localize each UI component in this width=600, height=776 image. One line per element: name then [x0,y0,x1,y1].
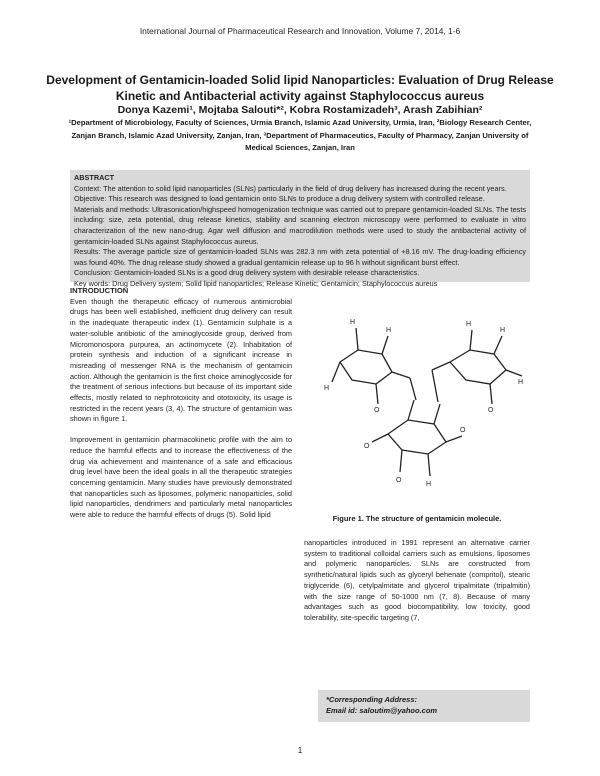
svg-text:H: H [350,319,356,326]
journal-header: International Journal of Pharmaceutical Research and Innovation, Volume 7, 2014, 1-6 [139,26,461,36]
atom-labels [324,319,523,488]
ring-left [332,328,410,404]
corresponding-label: *Corresponding Address: [326,695,417,704]
corresponding-address-box [318,690,530,722]
abstract-keywords: Key words: Drug Delivery system; Solid lipid nanoparticles; Release Kinetic; Gentamicin; Staphylococcus aureus [74,278,438,288]
paper-title: Development of Gentamicin-loaded Solid lipid Nanoparticles: Evaluation of Drug Release Kinetic and Antibacterial activity against Staphylococcus aureus [46,73,554,103]
svg-text:H: H [324,385,330,392]
intro-paragraph-3: nanoparticles introduced in 1991 represent an alternative carrier system to traditional colloidal carriers such as emulsions, liposomes and polymeric nanoparticles. SLNs are constructed from synthetic/natural lipids such as glyceryl behenate (compritol), stearic triglyceride (6), cetylpalmitate and glycerol tripalmitate (tripalmitin) with the size range of 50-1000 nm (7, 8). Because of many advantages such as good biocompatibility, low toxicity, good tolerability, site-specific targeting (7, [304,538,530,622]
gentamicin-structure-figure [310,292,530,502]
author-list: Donya Kazemi¹, Mojtaba Salouti*², Kobra Rostamizadeh³, Arash Zabihian² [117,104,483,116]
affiliations: ¹Department of Microbiology, Faculty of Sciences, Urmia Branch, Islamic Azad University, Urmia, Iran, ²Biology Research Center, Zanjan Branch, Islamic Azad University, Zanjan, Iran, ³Department of Pharmaceutics, Faculty of Pharmacy, Zanjan University of Medical Sciences, Zanjan, Iran [68,118,532,152]
svg-text:H: H [518,379,524,386]
svg-text:H: H [426,481,432,488]
right-column [304,538,530,624]
abstract-conclusion: Conclusion: Gentamicin-loaded SLNs is a good drug delivery system with desirable release characteristics. [74,268,420,278]
abstract-results: Results: The average particle size of gentamicin-loaded SLNs was 282.3 nm with zeta potential of +8.16 mV. The drug-loading efficiency was found 40%. The drug release study showed a gradual gentamicin release up to 96 h without significant burst effect. [74,247,526,267]
svg-text:O: O [364,443,370,450]
glycosidic-links [410,370,438,402]
abstract-objective: Objective: This research was designed to load gentamicin onto SLNs to produce a drug delivery system with controlled release. [74,194,485,204]
figure-caption: Figure 1. The structure of gentamicin molecule. [332,514,502,523]
left-column [70,286,292,521]
ring-bottom [372,400,462,476]
svg-text:O: O [488,407,494,414]
abstract-box [70,170,530,288]
svg-text:O: O [396,477,402,484]
abstract-methods: Materials and methods: Ultrasonication/highspeed homogenization technique was carried out to prepare gentamicin-loaded SLNs. The tests including: size, zeta potential, drug release kinetics, stability and scanning electron microscopy were performed to evaluate in vitro characterization of the new nano-drug. Agar well diffusion and macrodilution methods were used to study the antibacterial activity of gentamicin-loaded SLNs against Staphylococcus aureus. [74,204,526,246]
svg-text:H: H [466,321,472,328]
svg-text:H: H [500,327,506,334]
ring-right [432,330,522,404]
introduction-heading: INTRODUCTION [70,286,129,295]
page-number: 1 [297,746,303,755]
intro-paragraph-1: Even though the therapeutic efficacy of numerous antimicrobial drugs has been well established, inefficient drug delivery can result in the inadequate therapeutic index (1). Gentamicin sulphate is a water-soluble antibiotic of the aminoglycoside group, derived from Micromonospora purpurea, an actinomycete (2). Inhabitation of protein synthesis and induction of a significant increase in misreading of messenger RNA is the mechanism of gentamicin action. Although the gentamicin is the first choice aminoglycoside for the treatment of serious infections but because of its important side effects, mostly related to nephrotoxicity and ototoxicity, its usage is restricted in the recent years (3, 4). The structure of gentamicin was shown in figure 1. [70,296,292,424]
svg-text:O: O [374,407,380,414]
abstract-heading: ABSTRACT [74,173,115,182]
abstract-context: Context: The attention to solid lipid nanoparticles (SLNs) particularly in the field of drug delivery has increased during the recent years. [74,183,507,193]
svg-text:O: O [460,427,466,434]
intro-paragraph-2: Improvement in gentamicin pharmacokinetic profile with the aim to reduce the harmful effects and to increase the effectiveness of the drug via achievement and maintenance of a safe and efficacious drug level have been the ideal goals in all the therapeutic strategies concerning gentamicin. Many studies have previously demonstrated that nanoparticles such as liposomes, polymeric nanoparticles, solid lipid nanoparticles, dendrimers and particularly metal nanoparticles were able to reduce the harmful effects of drugs (5). Solid lipid [70,435,292,520]
corresponding-email[interactable]: Email id: saloutim@yahoo.com [326,706,438,715]
svg-text:H: H [386,327,392,334]
